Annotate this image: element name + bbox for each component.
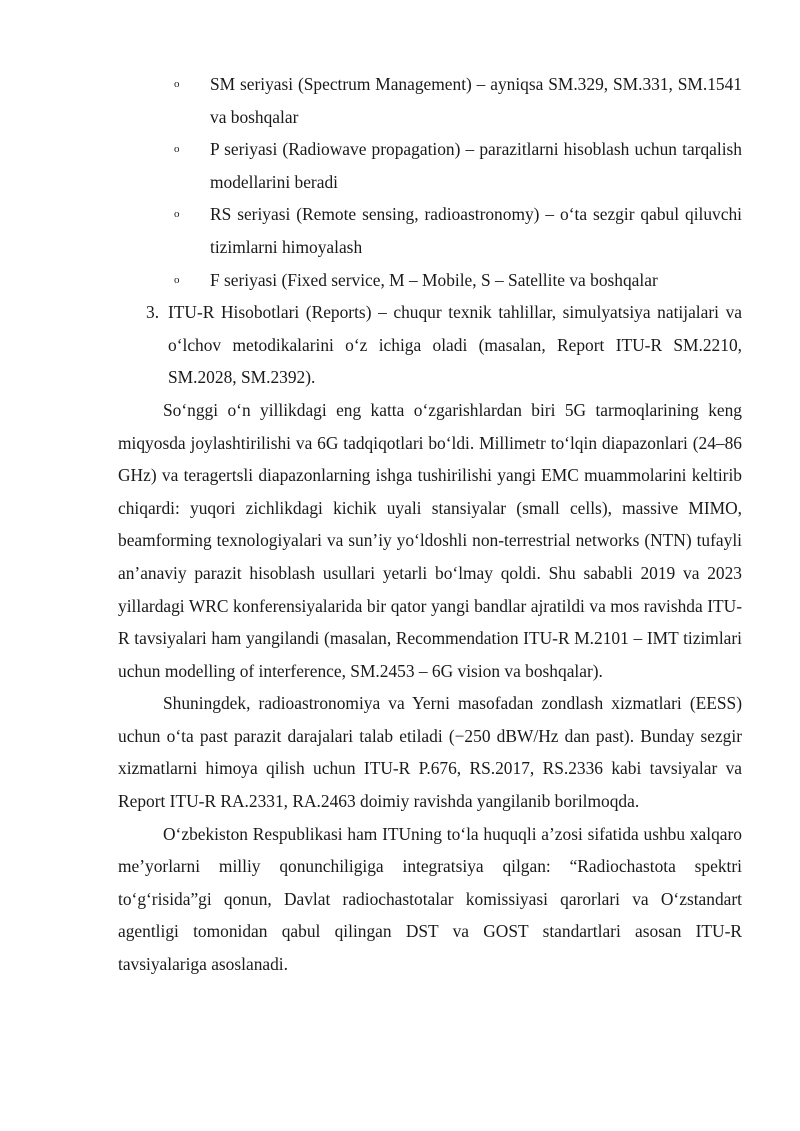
paragraph-radioastronomy: Shuningdek, radioastronomiya va Yerni masofadan zondlash xizmatlari (EESS) uchun o‘ta past parazit darajalari talab etiladi (−250 dBW/Hz dan past). Bunday sezgir xizmatlarni himoya qilish uchun ITU-R P.676, RS.2017, RS.2336 kabi tavsiyalar va Report ITU-R RA.2331, RA.2463 doimiy ravishda yangilanib borilmoqda. xyxy=(118,693,742,812)
sublist-item-f xyxy=(174,264,742,297)
paragraph-5g-6g: So‘nggi o‘n yillikdagi eng katta o‘zgarishlardan biri 5G tarmoqlarining keng miqyosda joylashtirilishi va 6G tadqiqotlari bo‘ldi. Millimetr to‘lqin diapazonlari (24–86 GHz) va teragertsli diapazonlarning ishga tushirilishi yangi EMC muammolarini keltirib chiqardi: yuqori zichlikdagi kichik uyali stansiyalar (small cells), massive MIMO, beamforming texnologiyalari va sun’iy yo‘ldoshli non-terrestrial networks (NTN) tufayli an’anaviy parazit hisoblash usullari yetarli bo‘lmay qoldi. Shu sababli 2019 va 2023 yillardagi WRC konferensiyalarida bir qator yangi bandlar ajratildi va mos ravishda ITU-R tavsiyalari ham yangilandi (masalan, Recommendation ITU-R M.2101 – IMT tizimlari uchun modelling of interference, SM.2453 – 6G vision va boshqalar). xyxy=(118,399,742,681)
bullet-icon: o xyxy=(174,208,180,221)
list-item-reports xyxy=(146,296,742,394)
list-item-text: ITU-R Hisobotlari (Reports) – chuqur texnik tahlillar, simulyatsiya natijalari va o‘lchov metodikalarini o‘z ichiga oladi (masalan, Report ITU-R SM.2210, SM.2028, SM.2392). xyxy=(168,302,742,388)
document-body xyxy=(118,68,742,981)
series-sublist xyxy=(118,68,742,296)
sublist-item-p xyxy=(174,133,742,198)
sublist-item-text: SM seriyasi (Spectrum Management) – ayniqsa SM.329, SM.331, SM.1541 va boshqalar xyxy=(210,74,742,127)
sublist-item-text: F seriyasi (Fixed service, M – Mobile, S – Satellite va boshqalar xyxy=(210,269,658,290)
sublist-item-rs xyxy=(174,198,742,263)
bullet-icon: o xyxy=(174,143,180,156)
bullet-icon: o xyxy=(174,78,180,90)
list-item-number: 3. xyxy=(146,302,160,323)
paragraph-uzbekistan: O‘zbekiston Respublikasi ham ITUning to‘la huquqli a’zosi sifatida ushbu xalqaro me’yorlarni milliy qonunchiligiga integratsiya qilgan: “Radiochastota spektri to‘g‘risida”gi qonun, Davlat radiochastotalar komissiyasi qarorlari va O‘zstandart agentligi tomonidan qabul qilingan DST va GOST standartlari asosan ITU-R tavsiyalariga asoslanadi. xyxy=(118,823,742,975)
sublist-item-text: RS seriyasi (Remote sensing, radioastronomy) – o‘ta sezgir qabul qiluvchi tizimlarni himoyalash xyxy=(210,204,742,257)
sublist-item-text: P seriyasi (Radiowave propagation) – parazitlarni hisoblash uchun tarqalish modellarini beradi xyxy=(210,139,742,192)
sublist-item-sm xyxy=(174,68,742,133)
bullet-icon: o xyxy=(174,273,180,286)
main-list xyxy=(118,296,742,394)
